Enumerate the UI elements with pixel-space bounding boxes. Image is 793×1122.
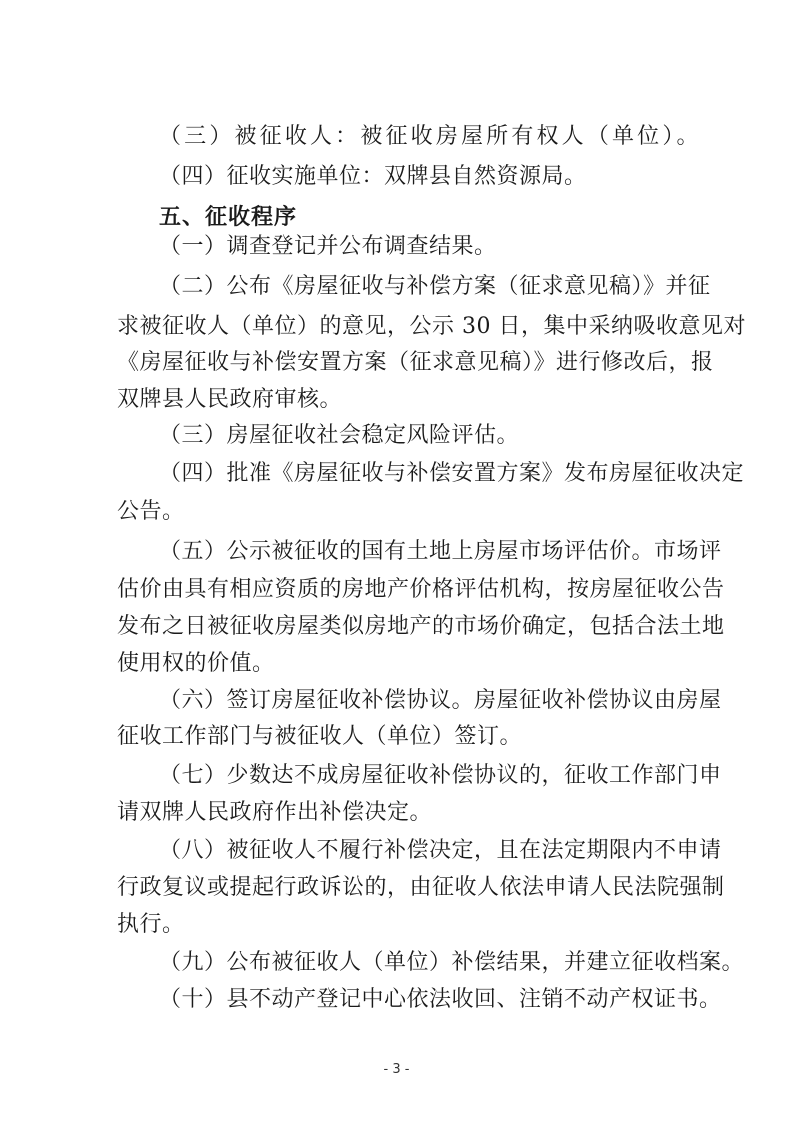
paragraph-line: （七）少数达不成房屋征收补偿协议的，征收工作部门申 bbox=[159, 763, 722, 788]
paragraph-line: 公告。 bbox=[117, 499, 185, 524]
paragraph-line: 征收工作部门与被征收人（单位）签订。 bbox=[117, 724, 523, 749]
paragraph-line: （二）公布《房屋征收与补偿方案（征求意见稿）》并征 bbox=[159, 274, 711, 299]
paragraph-line: （四）批准《房屋征收与补偿安置方案》发布房屋征收决定 bbox=[159, 461, 745, 486]
paragraph-line: （一）调查登记并公布调查结果。 bbox=[159, 234, 497, 259]
paragraph-line: 双牌县人民政府审核。 bbox=[117, 387, 343, 412]
paragraph-line: （六）签订房屋征收补偿协议。房屋征收补偿协议由房屋 bbox=[159, 688, 722, 713]
paragraph-line: 使用权的价值。 bbox=[117, 651, 275, 676]
paragraph-line: （五）公示被征收的国有土地上房屋市场评估价。市场评 bbox=[159, 539, 722, 564]
paragraph-line: （十）县不动产登记中心依法收回、注销不动产权证书。 bbox=[159, 987, 722, 1012]
paragraph-line: 发布之日被征收房屋类似房地产的市场价确定，包括合法土地 bbox=[117, 614, 725, 639]
section-heading: 五、征收程序 bbox=[159, 204, 298, 230]
paragraph-line: 执行。 bbox=[117, 912, 185, 937]
paragraph-line: 请双牌人民政府作出补偿决定。 bbox=[117, 800, 433, 825]
paragraph-line: （八）被征收人不履行补偿决定，且在法定期限内不申请 bbox=[159, 838, 722, 863]
paragraph-line: 求被征收人（单位）的意见，公示 30 日，集中采纳吸收意见对 bbox=[117, 314, 746, 339]
paragraph-line: （九）公布被征收人（单位）补偿结果，并建立征收档案。 bbox=[159, 950, 745, 975]
paragraph-line: （四）征收实施单位：双牌县自然资源局。 bbox=[159, 164, 587, 189]
page-number: - 3 - bbox=[383, 1062, 410, 1077]
paragraph-line: 《房屋征收与补偿安置方案（征求意见稿）》进行修改后，报 bbox=[117, 350, 714, 375]
paragraph-line: 估价由具有相应资质的房地产价格评估机构，按房屋征收公告 bbox=[117, 577, 725, 602]
paragraph-line: 行政复议或提起行政诉讼的，由征收人依法申请人民法院强制 bbox=[117, 875, 725, 900]
paragraph-line: （三）房屋征收社会稳定风险评估。 bbox=[159, 423, 520, 448]
paragraph-line: （三）被征收人：被征收房屋所有权人（单位）。 bbox=[159, 124, 699, 149]
